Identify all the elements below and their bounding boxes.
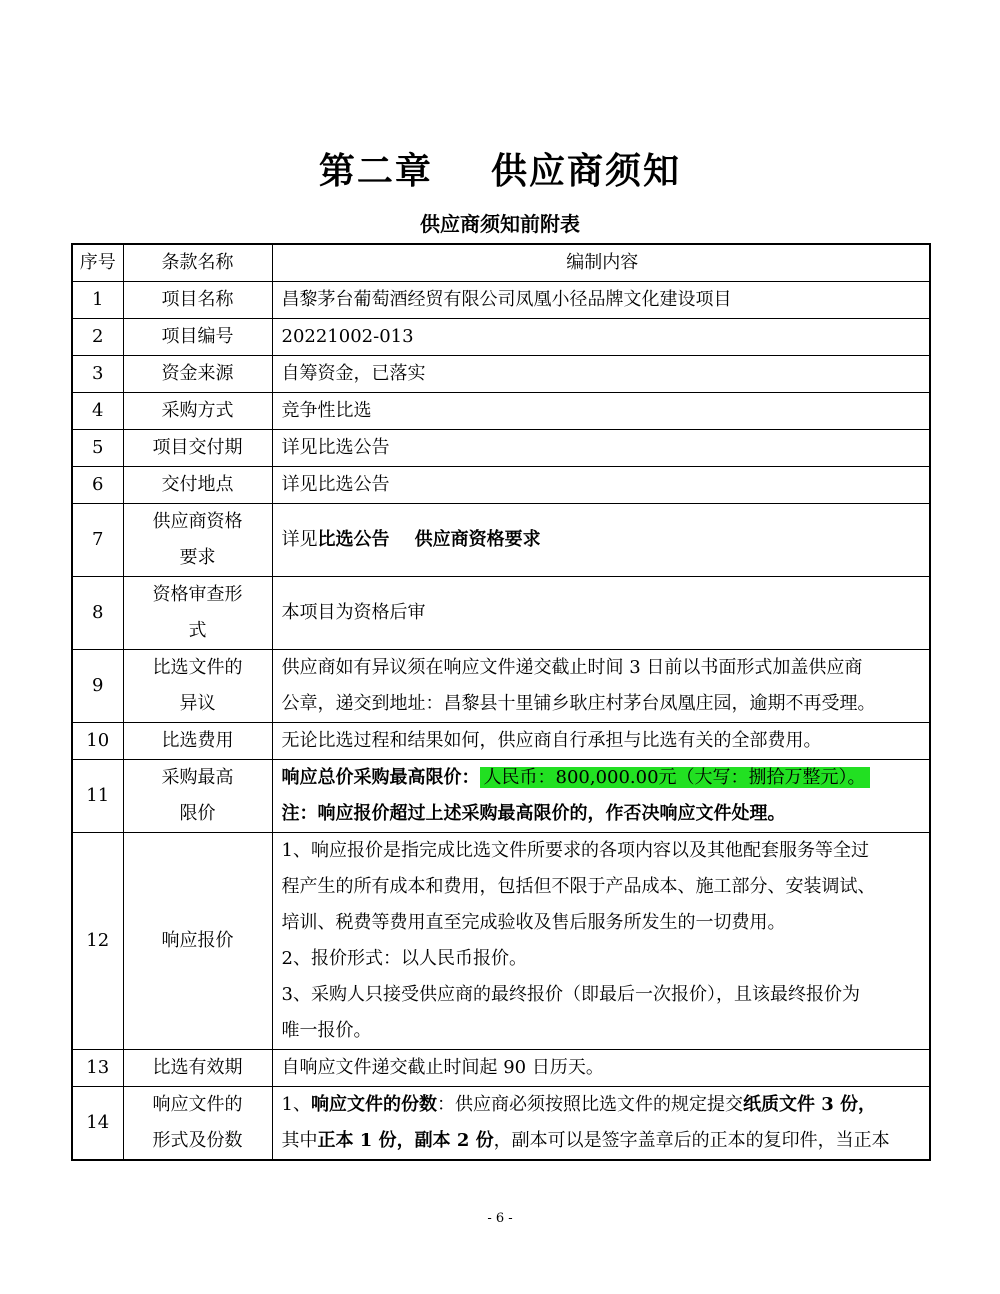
row-no: 8 (72, 577, 123, 650)
row-name: 比选费用 (123, 723, 272, 760)
row-name-line: 资格审查形 (152, 584, 243, 605)
row-name-line: 异议 (179, 693, 216, 714)
content-line: 3、采购人只接受供应商的最终报价（即最后一次报价），且该最终报价为 (281, 984, 860, 1005)
table-row (72, 504, 930, 577)
row-name: 比选有效期 (123, 1050, 272, 1087)
supplier-notice-table (71, 243, 931, 1161)
chapter-title: 第二章 供应商须知 (318, 150, 682, 192)
header-content: 编制内容 (272, 244, 930, 282)
table-row (72, 1050, 930, 1087)
table-row (72, 282, 930, 319)
table-row (72, 1087, 930, 1161)
row-name: 响应报价 (123, 833, 272, 1050)
content-text: 其中 (281, 1130, 318, 1151)
row-name: 交付地点 (123, 467, 272, 504)
row-name-line: 采购最高 (161, 767, 234, 788)
table-row (72, 467, 930, 504)
row-no: 3 (72, 356, 123, 393)
table-row (72, 760, 930, 833)
content-text: 详见 (281, 529, 318, 550)
table-row (72, 723, 930, 760)
row-no: 4 (72, 393, 123, 430)
row-name-line: 形式及份数 (152, 1130, 243, 1151)
content-line: 公章，递交到地址：昌黎县十里铺乡耿庄村茅台凤凰庄园，逾期不再受理。 (281, 693, 876, 714)
row-name: 项目编号 (123, 319, 272, 356)
row-no: 7 (72, 504, 123, 577)
row-name (123, 760, 272, 833)
table-row (72, 319, 930, 356)
row-content: 无论比选过程和结果如何，供应商自行承担与比选有关的全部费用。 (272, 723, 930, 760)
row-name (123, 1087, 272, 1161)
row-no: 1 (72, 282, 123, 319)
row-name (123, 577, 272, 650)
content-bold: 响应文件的份数 (310, 1094, 437, 1115)
row-content: 20221002-013 (272, 319, 930, 356)
row-content: 昌黎茅台葡萄酒经贸有限公司凤凰小径品牌文化建设项目 (272, 282, 930, 319)
price-cap-highlight: 人民币：800,000.00元（大写：捌拾万整元）。 (480, 767, 870, 788)
table-row (72, 650, 930, 723)
table-row (72, 577, 930, 650)
row-no: 6 (72, 467, 123, 504)
row-content: 详见比选公告 (272, 467, 930, 504)
row-no: 14 (72, 1087, 123, 1161)
content-line: 唯一报价。 (281, 1020, 372, 1041)
row-name: 项目名称 (123, 282, 272, 319)
row-no: 13 (72, 1050, 123, 1087)
content-bold: ， (858, 1094, 877, 1115)
row-content: 竞争性比选 (272, 393, 930, 430)
price-cap-note: 注：响应报价超过上述采购最高限价的，作否决响应文件处理。 (281, 803, 786, 824)
content-line: 培训、税费等费用直至完成验收及售后服务所发生的一切费用。 (281, 912, 786, 933)
row-content (272, 504, 930, 577)
row-no: 10 (72, 723, 123, 760)
header-no: 序号 (72, 244, 123, 282)
row-no: 5 (72, 430, 123, 467)
content-bold: 正本 1 份 (317, 1130, 397, 1151)
table-row (72, 393, 930, 430)
content-text: ：供应商必须按照比选文件的规定提交 (436, 1094, 743, 1115)
row-content: 详见比选公告 (272, 430, 930, 467)
row-name-line: 供应商资格 (152, 511, 243, 532)
content-bold: 纸质文件 3 份 (742, 1094, 859, 1115)
row-content (272, 760, 930, 833)
row-content: 本项目为资格后审 (272, 577, 930, 650)
row-name (123, 504, 272, 577)
row-name (123, 650, 272, 723)
row-name: 项目交付期 (123, 430, 272, 467)
price-cap-label: 响应总价采购最高限价： (281, 767, 480, 788)
row-name-line: 比选文件的 (152, 657, 243, 678)
table-row (72, 833, 930, 1050)
row-content (272, 650, 930, 723)
row-name-line: 限价 (179, 803, 216, 824)
table-title: 供应商须知前附表 (420, 212, 580, 236)
row-no: 12 (72, 833, 123, 1050)
content-text: 1、 (281, 1094, 311, 1115)
table-row (72, 430, 930, 467)
row-name: 资金来源 (123, 356, 272, 393)
content-bold: 比选公告 供应商资格要求 (317, 529, 541, 550)
row-no: 11 (72, 760, 123, 833)
content-line: 1、响应报价是指完成比选文件所要求的各项内容以及其他配套服务等全过 (281, 840, 869, 861)
page-number: - 6 - (487, 1211, 513, 1226)
content-line: 供应商如有异议须在响应文件递交截止时间 3 日前以书面形式加盖供应商 (281, 657, 863, 678)
row-no: 9 (72, 650, 123, 723)
row-content: 自筹资金，已落实 (272, 356, 930, 393)
row-no: 2 (72, 319, 123, 356)
row-content (272, 833, 930, 1050)
row-content: 自响应文件递交截止时间起 90 日历天。 (272, 1050, 930, 1087)
row-name-line: 响应文件的 (152, 1094, 243, 1115)
row-content (272, 1087, 930, 1161)
content-bold: ， (396, 1130, 415, 1151)
row-name: 采购方式 (123, 393, 272, 430)
content-line: 2、报价形式：以人民币报价。 (281, 948, 527, 969)
content-text: ，副本可以是签字盖章后的正本的复印件，当正本 (493, 1130, 890, 1151)
row-name-line: 式 (188, 620, 207, 641)
content-line: 程产生的所有成本和费用，包括但不限于产品成本、施工部分、安装调试、 (281, 876, 876, 897)
content-bold: 副本 2 份 (414, 1130, 494, 1151)
row-name-line: 要求 (179, 547, 216, 568)
table-row (72, 356, 930, 393)
table-header-row (72, 244, 930, 282)
header-name: 条款名称 (123, 244, 272, 282)
